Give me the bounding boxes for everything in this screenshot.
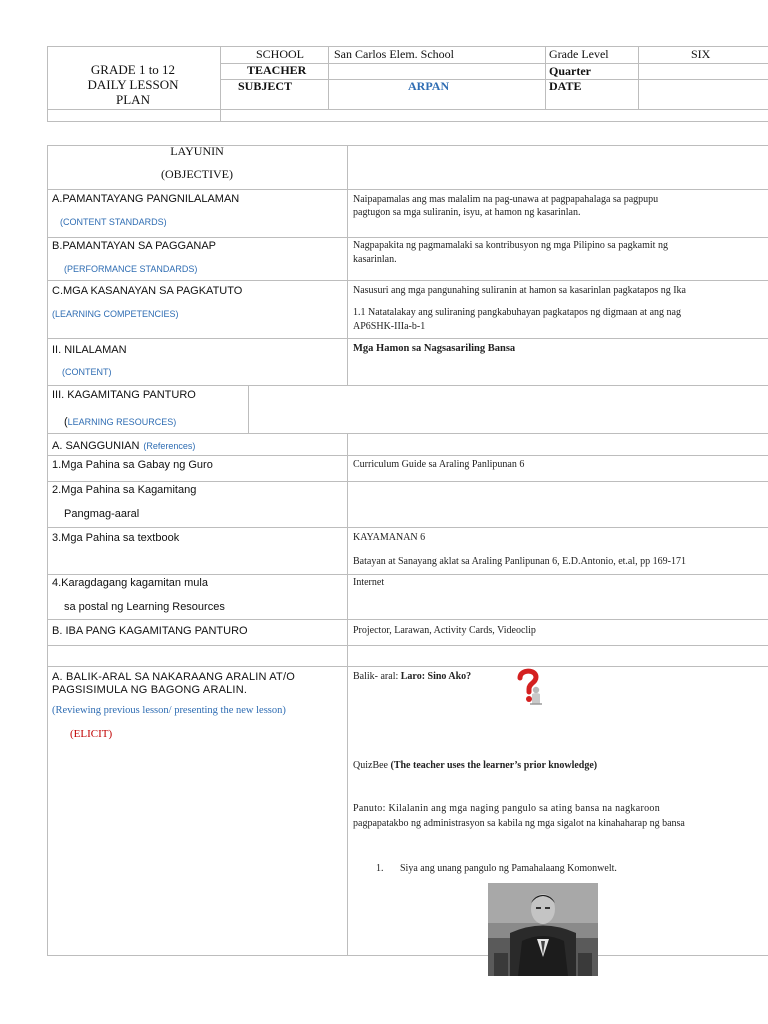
item-number: 1. <box>376 863 384 874</box>
title-line-1: GRADE 1 to 12 <box>90 62 176 77</box>
item-text: Siya ang unang pangulo ng Pamahalaang Komonwelt. <box>400 863 617 874</box>
competencies-value-1: Nasusuri ang mga pangunahing suliranin at hamon sa kasarinlan pagkatapos ng Ika <box>353 285 686 296</box>
quizbee-prefix: QuizBee <box>353 760 391 771</box>
competencies-label: C.MGA KASANAYAN SA PAGKATUTO <box>52 285 243 297</box>
competencies-sub: (LEARNING COMPETENCIES) <box>52 309 179 319</box>
learner-label-2: Pangmag-aaral <box>64 508 140 520</box>
quarter-label: Quarter <box>549 64 591 78</box>
balik-aral-game: Laro: Sino Ako? <box>400 671 472 682</box>
other-value: Projector, Larawan, Activity Cards, Videoclip <box>353 625 536 636</box>
procedure-label-1: A. BALIK-ARAL SA NAKARAANG ARALIN AT/O <box>52 671 295 683</box>
references-wrap <box>52 436 195 454</box>
elicit-label: (ELICIT) <box>70 728 113 740</box>
balik-aral-prefix: Balik- aral: <box>353 671 401 682</box>
textbook-value-2: Batayan at Sanayang aklat sa Araling Panlipunan 6, E.D.Antonio, et.al, pp 169-171 <box>353 556 686 567</box>
resources-sub-wrap <box>64 412 176 430</box>
content-sub: (CONTENT) <box>62 367 112 377</box>
guide-value: Curriculum Guide sa Araling Panlipunan 6 <box>353 459 525 470</box>
grade-level-label: Grade Level <box>549 47 609 61</box>
lesson-plan-title <box>47 62 219 107</box>
references-label: A. SANGGUNIAN <box>52 440 140 452</box>
grade-level-value: SIX <box>691 47 711 61</box>
objective-title: LAYUNIN <box>170 144 224 158</box>
content-standards-value-1: Naipapamalas ang mas malalim na pag-unawa at pagpapahalaga sa pagpupu <box>353 194 659 205</box>
content-value: Mga Hamon sa Nagsasariling Bansa <box>353 343 516 354</box>
content-standards-label: A.PAMANTAYANG PANGNILALAMAN <box>52 193 240 205</box>
guide-label: 1.Mga Pahina sa Gabay ng Guro <box>52 459 213 471</box>
resources-label: III. KAGAMITANG PANTURO <box>52 389 196 401</box>
competencies-value-2: 1.1 Natatalakay ang suliraning pangkabuhayan pagkatapos ng digmaan at ang nag <box>353 307 681 318</box>
references-sub: (References) <box>143 441 196 451</box>
quizbee-line <box>353 759 597 772</box>
content-label: II. NILALAMAN <box>52 344 127 356</box>
procedure-english: (Reviewing previous lesson/ presenting the new lesson) <box>52 705 286 716</box>
balik-aral-line <box>353 670 471 683</box>
performance-standards-value-1: Nagpapakita ng pagmamalaki sa kontribusyon ng mga Pilipino sa pagkamit ng <box>353 240 668 251</box>
textbook-value-1: KAYAMANAN 6 <box>353 532 426 543</box>
additional-label-1: 4.Karagdagang kagamitan mula <box>52 577 208 589</box>
question-mark-person-icon <box>512 666 544 706</box>
performance-standards-sub: (PERFORMANCE STANDARDS) <box>64 264 198 274</box>
performance-standards-label: B.PAMANTAYAN SA PAGGANAP <box>52 240 217 252</box>
date-label: DATE <box>549 79 582 93</box>
title-line-2: DAILY LESSON <box>87 77 179 92</box>
objective-subtitle: (OBJECTIVE) <box>161 167 233 181</box>
resources-sub: LEARNING RESOURCES) <box>67 417 177 427</box>
resources-sub-paren: ( <box>64 416 68 428</box>
competencies-code: AP6SHK-IIIa-b-1 <box>353 321 426 332</box>
performance-standards-value-2: kasarinlan. <box>353 254 397 265</box>
textbook-label: 3.Mga Pahina sa textbook <box>52 532 180 544</box>
content-standards-value-2: pagtugon sa mga suliranin, isyu, at hamon ng kasarinlan. <box>353 207 581 218</box>
learner-label-1: 2.Mga Pahina sa Kagamitang <box>52 484 197 496</box>
teacher-label: TEACHER <box>247 63 307 77</box>
subject-label: SUBJECT <box>238 79 293 93</box>
title-line-3: PLAN <box>116 92 150 107</box>
procedure-label-2: PAGSISIMULA NG BAGONG ARALIN. <box>52 684 248 696</box>
additional-label-2: sa postal ng Learning Resources <box>64 601 225 613</box>
school-label: SCHOOL <box>256 47 305 61</box>
panuto-line-1: Panuto: Kilalanin ang mga naging pangulo sa ating bansa na nagkaroon <box>353 803 660 814</box>
content-standards-sub: (CONTENT STANDARDS) <box>60 217 167 227</box>
school-value: San Carlos Elem. School <box>334 47 454 61</box>
additional-value: Internet <box>353 577 385 588</box>
president-portrait-photo <box>488 883 598 976</box>
panuto-line-2: pagpapatakbo ng administrasyon sa kabila ng mga sigalot na kinahaharap ng bansa <box>353 818 685 829</box>
subject-value: ARPAN <box>408 79 450 93</box>
quizbee-note: (The teacher uses the learner’s prior knowledge) <box>390 760 598 771</box>
other-label: B. IBA PANG KAGAMITANG PANTURO <box>52 625 248 637</box>
